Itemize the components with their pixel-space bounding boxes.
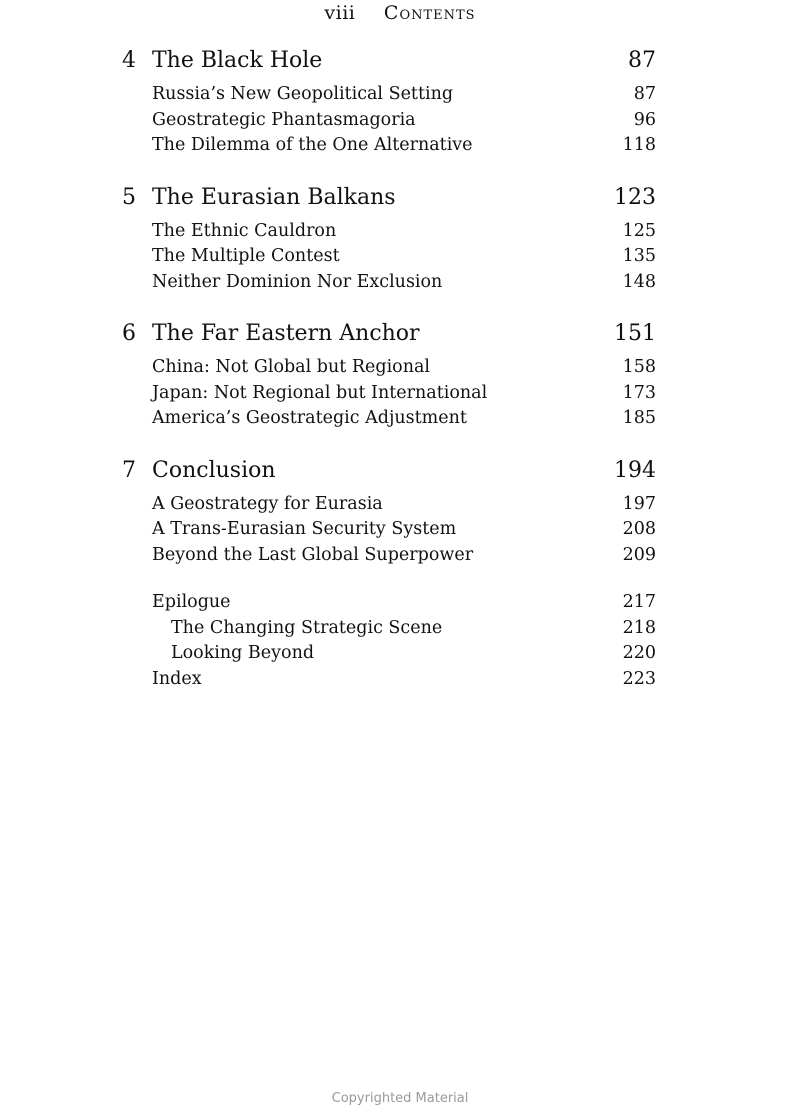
chapter-page-number: 194: [614, 457, 656, 483]
section-title: Japan: Not Regional but International: [152, 382, 488, 403]
section-entry: [0, 492, 800, 518]
back-matter-page-number: 218: [622, 617, 656, 638]
chapter-list: [0, 44, 800, 568]
section-list: [0, 355, 800, 432]
section-page-number: 96: [633, 109, 656, 130]
chapter-number: 7: [122, 457, 136, 483]
section-page-number: 148: [622, 271, 656, 292]
back-matter-list: [0, 590, 800, 692]
chapter-block: [0, 44, 800, 159]
section-page-number: 208: [622, 519, 656, 539]
back-matter-page-number: 217: [622, 592, 656, 612]
back-matter-entry: [0, 667, 800, 693]
section-page-number: 173: [622, 382, 656, 403]
section-page-number: 135: [622, 246, 656, 266]
section-title: Geostrategic Phantasmagoria: [152, 109, 416, 130]
chapter-title: The Far Eastern Anchor: [152, 321, 420, 346]
section-entry: [0, 82, 800, 108]
back-matter-title: Epilogue: [152, 592, 231, 612]
back-matter-entry: [0, 641, 800, 667]
section-title: Beyond the Last Global Superpower: [152, 544, 474, 565]
section-entry: [0, 381, 800, 407]
page-folio: viii: [324, 2, 356, 24]
section-page-number: 185: [622, 408, 656, 428]
section-title: The Multiple Contest: [152, 246, 340, 266]
section-title: A Trans-Eurasian Security System: [152, 519, 457, 539]
section-title: A Geostrategy for Eurasia: [152, 493, 383, 514]
section-title: America’s Geostrategic Adjustment: [152, 408, 467, 428]
section-title: The Dilemma of the One Alternative: [152, 135, 473, 155]
back-matter-entry: [0, 590, 800, 616]
section-entry: [0, 543, 800, 569]
section-list: [0, 492, 800, 569]
section-page-number: 158: [622, 357, 656, 377]
section-title: China: Not Global but Regional: [152, 357, 431, 377]
section-entry: [0, 219, 800, 245]
chapter-page-number: 87: [628, 48, 656, 73]
chapter-title: The Black Hole: [152, 48, 323, 73]
chapter-page-number: 123: [614, 184, 656, 210]
chapter-block: [0, 181, 800, 296]
chapter-heading: [0, 44, 800, 78]
table-of-contents: [0, 44, 800, 692]
section-list: [0, 219, 800, 296]
running-head: [0, 2, 800, 24]
back-matter-page-number: 220: [622, 643, 656, 663]
chapter-block: [0, 454, 800, 569]
section-entry: [0, 108, 800, 134]
chapter-number: 4: [122, 48, 136, 73]
running-title: Contents: [383, 2, 476, 24]
section-entry: [0, 406, 800, 432]
section-entry: [0, 270, 800, 296]
section-title: The Ethnic Cauldron: [152, 220, 337, 241]
chapter-title: The Eurasian Balkans: [152, 184, 396, 210]
chapter-heading: [0, 454, 800, 488]
section-page-number: 209: [622, 544, 656, 565]
copyright-watermark: Copyrighted Material: [331, 1091, 469, 1106]
chapter-number: 6: [122, 321, 136, 346]
back-matter-entry: [0, 616, 800, 642]
chapter-title: Conclusion: [152, 457, 276, 483]
back-matter-title: Index: [152, 668, 202, 689]
chapter-number: 5: [122, 184, 136, 210]
chapter-block: [0, 317, 800, 432]
section-page-number: 87: [633, 84, 656, 104]
section-entry: [0, 244, 800, 270]
section-page-number: 197: [622, 493, 656, 514]
section-list: [0, 82, 800, 159]
section-title: Neither Dominion Nor Exclusion: [152, 271, 443, 292]
chapter-page-number: 151: [614, 321, 656, 346]
back-matter-title: Looking Beyond: [171, 643, 315, 663]
section-title: Russia’s New Geopolitical Setting: [152, 84, 454, 104]
back-matter-page-number: 223: [622, 668, 656, 689]
section-page-number: 125: [622, 220, 656, 241]
section-entry: [0, 517, 800, 543]
chapter-heading: [0, 317, 800, 351]
section-page-number: 118: [622, 135, 656, 155]
section-entry: [0, 355, 800, 381]
back-matter-title: The Changing Strategic Scene: [171, 617, 443, 638]
section-entry: [0, 133, 800, 159]
chapter-heading: [0, 181, 800, 215]
